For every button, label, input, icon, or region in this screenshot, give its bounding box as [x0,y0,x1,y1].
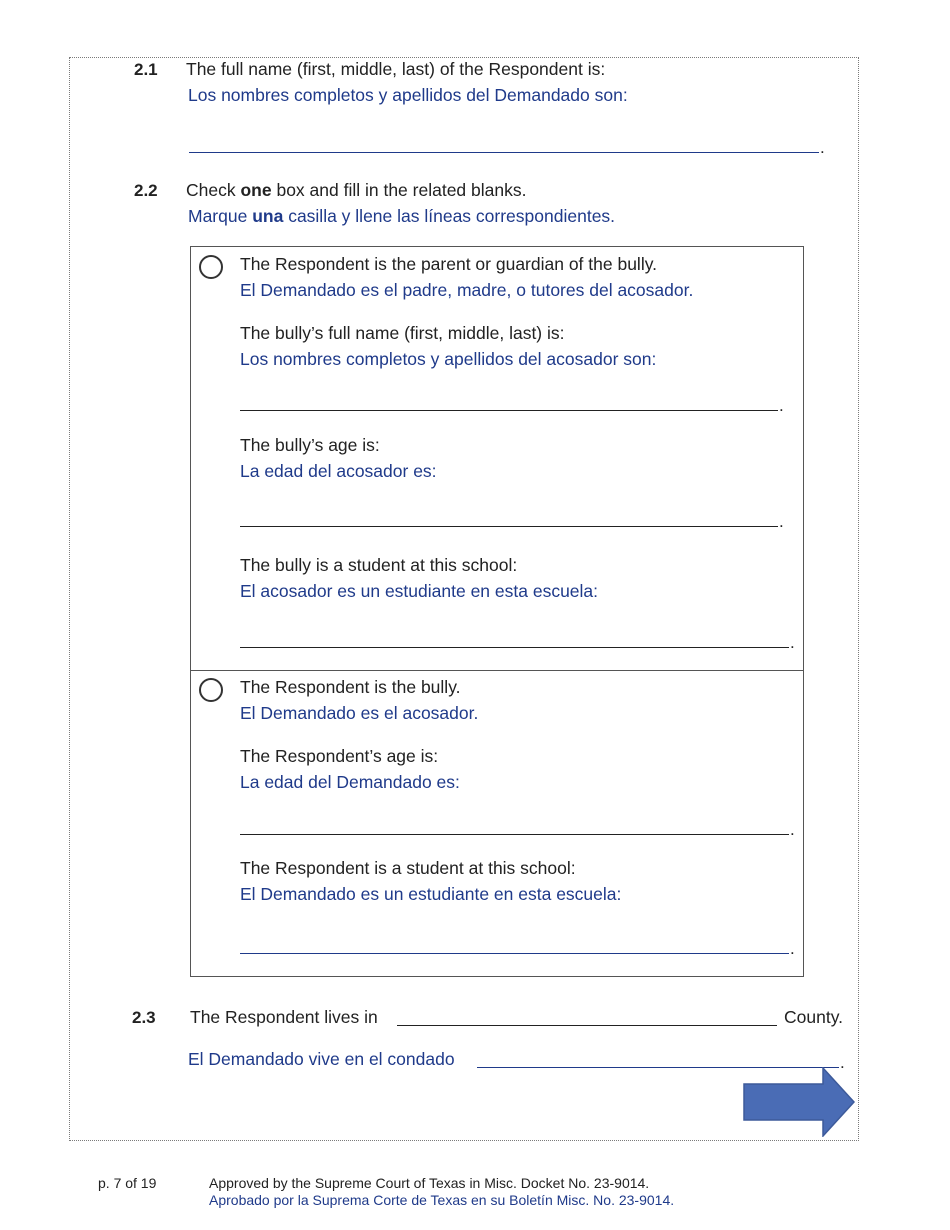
footer-approved-es: Aprobado por la Suprema Corte de Texas en su Boletín Misc. No. 23-9014. [209,1192,675,1208]
section-2-1-number: 2.1 [134,60,158,79]
respondent-school-line[interactable] [240,953,789,954]
bully-age-label-en: The bully’s age is: [240,435,380,455]
section-2-1-text-es: Los nombres completos y apellidos del Demandado son: [188,85,628,105]
section-2-1-text-en: The full name (first, middle, last) of the Respondent is: [186,59,606,79]
section-2-3-text-es: El Demandado vive en el condado [188,1049,455,1069]
bully-name-label-es: Los nombres completos y apellidos del acosador son: [240,349,657,369]
section-2-3-number: 2.3 [132,1008,156,1027]
option-parent-radio[interactable] [199,255,223,279]
county-label: County. [784,1007,844,1027]
section-2-2-text-es: Marque una casilla y llene las líneas correspondientes. [188,206,616,226]
period: . [790,633,795,652]
section-2-3-text-en: The Respondent lives in [190,1007,378,1027]
respondent-age-label-en: The Respondent’s age is: [240,746,439,766]
period: . [779,396,784,415]
bully-name-line[interactable] [240,410,778,411]
bully-age-line[interactable] [240,526,778,527]
bully-name-label-en: The bully’s full name (first, middle, last) is: [240,323,565,343]
option-parent-title-es: El Demandado es el padre, madre, o tutores del acosador. [240,280,694,300]
option-parent-box [190,246,804,671]
period: . [840,1053,845,1072]
county-line[interactable] [397,1025,777,1026]
respondent-age-label-es: La edad del Demandado es: [240,772,460,792]
bully-age-label-es: La edad del acosador es: [240,461,437,481]
section-2-2-text-en: Check one box and fill in the related blanks. [186,180,527,200]
respondent-student-label-es: El Demandado es un estudiante en esta escuela: [240,884,622,904]
option-bully-title-en: The Respondent is the bully. [240,677,461,697]
period: . [790,939,795,958]
bully-student-label-en: The bully is a student at this school: [240,555,518,575]
period: . [790,820,795,839]
option-parent-title-en: The Respondent is the parent or guardian of the bully. [240,254,658,274]
next-page-arrow-icon[interactable] [743,1067,855,1137]
bully-student-label-es: El acosador es un estudiante en esta escuela: [240,581,599,601]
period: . [820,138,825,157]
bully-school-line[interactable] [240,647,789,648]
respondent-student-label-en: The Respondent is a student at this school: [240,858,576,878]
respondent-name-line[interactable] [189,152,819,153]
page-number: p. 7 of 19 [98,1175,157,1191]
period: . [779,512,784,531]
option-bully-title-es: El Demandado es el acosador. [240,703,479,723]
respondent-age-line[interactable] [240,834,789,835]
option-bully-radio[interactable] [199,678,223,702]
section-2-2-number: 2.2 [134,181,158,200]
footer-approved-en: Approved by the Supreme Court of Texas in Misc. Docket No. 23-9014. [209,1175,650,1191]
